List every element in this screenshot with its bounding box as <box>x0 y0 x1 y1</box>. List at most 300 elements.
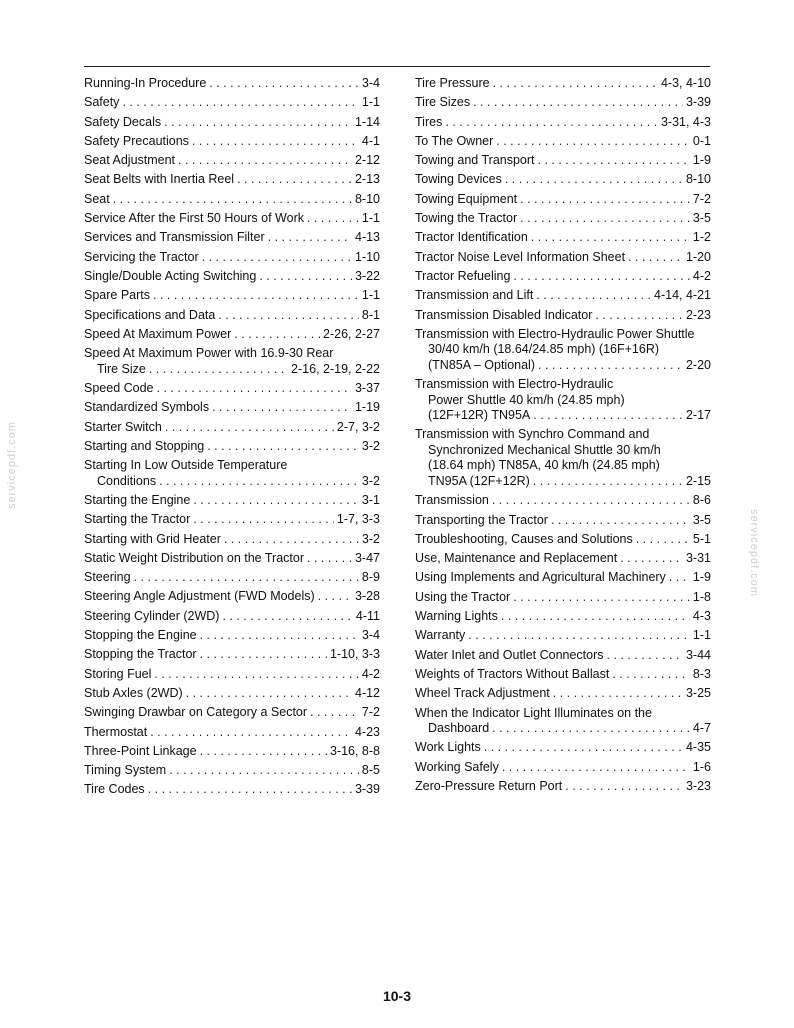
index-entry-line <box>415 760 711 776</box>
index-entry-page: 3-4 <box>361 76 380 90</box>
index-entry-text: Troubleshooting, Causes and Solutions <box>415 531 633 546</box>
index-entry-page: 4-3, 4-10 <box>660 76 711 90</box>
index-entry-text: Use, Maintenance and Replacement <box>415 551 618 566</box>
dot-leader <box>212 400 352 416</box>
index-entry-line <box>415 308 711 324</box>
index-entry-line <box>84 493 380 509</box>
index-entry <box>84 153 380 169</box>
index-entry-text: (18.64 mph) TN85A, 40 km/h (24.85 mph) <box>428 458 660 473</box>
index-entry-line <box>84 308 380 324</box>
index-entry-line <box>415 493 711 509</box>
index-entry-page: 1-14 <box>354 114 380 129</box>
index-entry-text: Starting the Engine <box>84 492 191 507</box>
dot-leader <box>234 327 320 343</box>
index-entry-text: Tractor Refueling <box>415 268 511 283</box>
dot-leader <box>565 779 683 795</box>
index-entry-text: Tractor Identification <box>415 230 528 245</box>
index-entry-page: 4-1 <box>361 133 380 148</box>
dot-leader <box>193 493 359 509</box>
index-entry <box>415 667 711 683</box>
index-entry-text: Stopping the Engine <box>84 628 197 643</box>
dot-leader <box>259 269 352 285</box>
index-entry-page: 1-10, 3-3 <box>329 647 380 662</box>
dot-leader <box>669 570 690 586</box>
index-entry <box>84 420 380 436</box>
index-entry-line <box>84 134 380 150</box>
index-entry-page: 3-4 <box>361 628 380 643</box>
index-entry-text: Water Inlet and Outlet Connectors <box>415 647 604 662</box>
index-entry <box>84 381 380 397</box>
index-entry <box>415 628 711 644</box>
index-entry-text: Transmission and Lift <box>415 288 534 303</box>
index-entry-page: 8-9 <box>361 570 380 585</box>
index-entry-page: 5-1 <box>692 531 711 546</box>
index-entry-line <box>415 570 711 586</box>
index-entry <box>415 288 711 304</box>
index-entry-line <box>84 647 380 663</box>
dot-leader <box>200 647 327 663</box>
dot-leader <box>169 763 359 779</box>
dot-leader <box>165 420 334 436</box>
dot-leader <box>484 740 683 756</box>
index-entry-text: Stub Axles (2WD) <box>84 685 183 700</box>
index-entry <box>415 172 711 188</box>
dot-leader <box>222 609 352 625</box>
index-entry <box>415 427 711 489</box>
index-entry <box>84 308 380 324</box>
index-entry <box>84 76 380 92</box>
dot-leader <box>492 721 690 737</box>
dot-leader <box>468 628 690 644</box>
index-entry-line <box>415 76 711 92</box>
index-entry <box>415 551 711 567</box>
index-entry-page: 8-10 <box>354 191 380 206</box>
index-entry-page: 1-1 <box>361 95 380 110</box>
index-entry-text: Seat <box>84 191 110 206</box>
index-entry-text: Running-In Procedure <box>84 76 207 90</box>
index-entry-line <box>415 342 711 358</box>
index-entry-text: Warning Lights <box>415 609 498 624</box>
index-entry-text: Tire Pressure <box>415 76 490 90</box>
index-entry-line <box>415 408 711 424</box>
dot-leader <box>318 589 352 605</box>
index-entry-text: When the Indicator Light Illuminates on the <box>415 705 652 720</box>
index-entry-page: 1-8 <box>692 589 711 604</box>
index-entry-page: 3-31, 4-3 <box>660 114 711 129</box>
index-entry-line <box>415 628 711 644</box>
dot-leader <box>612 667 690 683</box>
index-entry-text: Working Safely <box>415 759 499 774</box>
index-entry <box>84 327 380 343</box>
header-rule <box>84 66 710 67</box>
index-entry-page: 2-23 <box>685 307 711 322</box>
index-entry-line <box>84 153 380 169</box>
dot-leader <box>209 76 359 92</box>
index-entry <box>84 532 380 548</box>
dot-leader <box>536 288 651 304</box>
index-entry-text: Starting with Grid Heater <box>84 531 221 546</box>
index-entry <box>415 134 711 150</box>
index-entry-line <box>84 250 380 266</box>
index-entry <box>415 230 711 246</box>
index-entry-line <box>84 512 380 528</box>
index-entry-page: 2-15 <box>685 473 711 488</box>
watermark-left: servicepdf.com <box>6 421 18 509</box>
index-entry-line <box>84 458 380 474</box>
index-entry-line <box>415 288 711 304</box>
index-entry-page: 4-3 <box>692 609 711 624</box>
dot-leader <box>192 134 359 150</box>
dot-leader <box>531 230 690 246</box>
index-entry <box>84 288 380 304</box>
index-entry-page: 1-10 <box>354 249 380 264</box>
index-entry <box>84 705 380 721</box>
index-entry-line <box>84 288 380 304</box>
index-entry-page: 4-35 <box>685 740 711 755</box>
index-entry <box>84 647 380 663</box>
index-entry-line <box>84 744 380 760</box>
index-entry-page: 8-5 <box>361 763 380 778</box>
dot-leader <box>520 192 690 208</box>
index-entry <box>415 95 711 111</box>
index-entry-page: 4-14, 4-21 <box>654 288 711 303</box>
index-entry-text: Standardized Symbols <box>84 400 210 415</box>
dot-leader <box>157 381 352 397</box>
index-entry-page: 1-9 <box>692 153 711 168</box>
index-entry-text: Transmission with Synchro Command and <box>415 427 650 442</box>
index-entry <box>415 327 711 374</box>
index-entry-text: Transmission <box>415 493 489 508</box>
index-entry-page: 3-2 <box>361 438 380 453</box>
index-entry-page: 8-6 <box>692 493 711 508</box>
index-entry-line <box>84 420 380 436</box>
index-entry-text: Static Weight Distribution on the Tractor <box>84 550 305 565</box>
index-entry-line <box>84 570 380 586</box>
index-entry-page: 8-3 <box>692 666 711 681</box>
dot-leader <box>134 570 359 586</box>
index-entry-page: 8-10 <box>685 172 711 187</box>
index-entry-text: Towing the Tractor <box>415 211 518 226</box>
index-entry-text: Three-Point Linkage <box>84 743 197 758</box>
index-entry-line <box>84 474 380 490</box>
index-entry-page: 1-9 <box>692 570 711 585</box>
index-entry <box>84 269 380 285</box>
index-entry-page: 3-2 <box>361 473 380 488</box>
index-entry-page: 1-1 <box>692 628 711 643</box>
index-entry-text: Towing Equipment <box>415 191 518 206</box>
index-entry-line <box>415 192 711 208</box>
index-entry <box>84 230 380 246</box>
index-entry-line <box>415 95 711 111</box>
index-entry-text: Speed At Maximum Power with 16.9-30 Rear <box>84 346 334 361</box>
index-entry <box>84 667 380 683</box>
index-entry <box>84 570 380 586</box>
index-entry-line <box>415 721 711 737</box>
index-entry-line <box>415 686 711 702</box>
index-entry-text: Wheel Track Adjustment <box>415 686 550 701</box>
index-entry <box>415 115 711 131</box>
index-entry-page: 3-5 <box>692 512 711 527</box>
index-entry-page: 3-16, 8-8 <box>329 743 380 758</box>
index-entry-line <box>415 172 711 188</box>
index-entry-page: 4-23 <box>354 724 380 739</box>
index-entry <box>84 628 380 644</box>
index-entry-page: 3-22 <box>354 268 380 283</box>
index-entry-page: 3-2 <box>361 531 380 546</box>
index-entry-text: Warranty <box>415 628 466 643</box>
index-entry <box>415 211 711 227</box>
index-entry-text: Steering <box>84 570 131 585</box>
index-entry-page: 3-44 <box>685 647 711 662</box>
index-entry-text: Transmission with Electro-Hydraulic <box>415 377 614 392</box>
index-entry <box>415 269 711 285</box>
index-entry-page: 1-20 <box>685 249 711 264</box>
dot-leader <box>607 648 683 664</box>
index-entry-line <box>415 740 711 756</box>
index-entry-text: Towing and Transport <box>415 153 535 168</box>
index-entry-text: Tire Sizes <box>415 95 471 110</box>
index-entry-text: Speed At Maximum Power <box>84 326 232 341</box>
index-entry-text: Safety Precautions <box>84 133 189 148</box>
index-entry <box>84 192 380 208</box>
index-entry <box>415 648 711 664</box>
index-entry-text: Tractor Noise Level Information Sheet <box>415 249 626 264</box>
index-entry-text: 30/40 km/h (18.64/24.85 mph) (16F+16R) <box>428 342 660 357</box>
dot-leader <box>150 725 352 741</box>
index-entry-text: Transporting the Tractor <box>415 512 548 527</box>
dot-leader <box>513 269 690 285</box>
index-entry-line <box>84 439 380 455</box>
index-entry-text: Transmission Disabled Indicator <box>415 307 593 322</box>
dot-leader <box>307 211 359 227</box>
index-column-left <box>84 76 380 802</box>
dot-leader <box>207 439 359 455</box>
index-entry-page: 2-20 <box>685 357 711 372</box>
index-entry-line <box>84 362 380 378</box>
index-entry-line <box>84 76 380 92</box>
dot-leader <box>520 211 690 227</box>
index-entry <box>84 250 380 266</box>
dot-leader <box>268 230 352 246</box>
index-entry-text: Service After the First 50 Hours of Work <box>84 211 304 226</box>
index-entry-line <box>415 648 711 664</box>
dot-leader <box>538 153 690 169</box>
index-entry-line <box>415 377 711 393</box>
index-entry-line <box>415 706 711 722</box>
dot-leader <box>200 744 327 760</box>
index-entry-page: 3-5 <box>692 211 711 226</box>
index-entry-line <box>415 532 711 548</box>
index-entry-page: 8-1 <box>361 307 380 322</box>
index-entry-text: Seat Adjustment <box>84 153 176 168</box>
index-entry-page: 1-1 <box>361 288 380 303</box>
index-entry-text: Starter Switch <box>84 419 162 434</box>
dot-leader <box>501 609 690 625</box>
index-entry-text: Dashboard <box>428 721 490 736</box>
index-entry <box>84 493 380 509</box>
index-entry-line <box>84 269 380 285</box>
dot-leader <box>620 551 683 567</box>
index-entry-line <box>84 211 380 227</box>
dot-leader <box>164 115 352 131</box>
index-entry-line <box>415 427 711 443</box>
index-entry-line <box>415 134 711 150</box>
index-entry-text: Thermostat <box>84 724 148 739</box>
index-entry-line <box>84 172 380 188</box>
index-entry-page: 2-12 <box>354 153 380 168</box>
index-entry-line <box>84 192 380 208</box>
index-entry-page: 4-2 <box>361 666 380 681</box>
index-entry-line <box>84 628 380 644</box>
index-entry-line <box>415 458 711 474</box>
index-entry <box>415 308 711 324</box>
index-entry-text: Power Shuttle 40 km/h (24.85 mph) <box>428 392 625 407</box>
index-entry-line <box>84 782 380 798</box>
index-entry-text: Specifications and Data <box>84 307 216 322</box>
index-entry <box>84 134 380 150</box>
index-entry-page: 4-7 <box>692 721 711 736</box>
dot-leader <box>224 532 359 548</box>
dot-leader <box>473 95 683 111</box>
dot-leader <box>538 358 683 374</box>
index-entry-text: Single/Double Acting Switching <box>84 268 257 283</box>
dot-leader <box>492 493 690 509</box>
index-entry-text: Seat Belts with Inertia Reel <box>84 172 235 187</box>
dot-leader <box>113 192 352 208</box>
index-entry-line <box>415 667 711 683</box>
index-entry-line <box>415 211 711 227</box>
dot-leader <box>533 474 683 490</box>
index-entry-text: Transmission with Electro-Hydraulic Power Shuttle <box>415 326 695 341</box>
dot-leader <box>628 250 683 266</box>
index-entry <box>415 609 711 625</box>
index-entry-line <box>415 393 711 409</box>
index-entry-line <box>84 667 380 683</box>
index-entry <box>84 400 380 416</box>
index-entry-page: 2-26, 2-27 <box>323 326 380 341</box>
index-entry-page: 1-6 <box>692 759 711 774</box>
index-entry-line <box>84 327 380 343</box>
dot-leader <box>149 362 288 378</box>
index-entry <box>84 763 380 779</box>
dot-leader <box>553 686 683 702</box>
index-entry-page: 3-39 <box>354 782 380 797</box>
index-entry-line <box>415 250 711 266</box>
index-entry-text: Tires <box>415 114 443 129</box>
dot-leader <box>193 512 334 528</box>
index-column-right <box>415 76 711 798</box>
watermark-right: servicepdf.com <box>748 509 760 597</box>
dot-leader <box>154 667 359 683</box>
index-entry-page: 2-17 <box>685 408 711 423</box>
dot-leader <box>186 686 352 702</box>
index-entry <box>415 250 711 266</box>
dot-leader <box>493 76 658 92</box>
index-entry-line <box>84 532 380 548</box>
index-entry <box>84 458 380 489</box>
index-entry-text: Storing Fuel <box>84 666 152 681</box>
index-entry-line <box>84 551 380 567</box>
index-entry-text: Starting In Low Outside Temperature <box>84 458 288 473</box>
index-entry <box>84 172 380 188</box>
index-entry-text: TN95A (12F+12R) <box>428 473 530 488</box>
index-entry <box>84 744 380 760</box>
dot-leader <box>310 705 359 721</box>
index-entry <box>84 551 380 567</box>
index-entry-text: (12F+12R) TN95A <box>428 408 531 423</box>
index-entry-text: Starting the Tractor <box>84 512 191 527</box>
index-entry-text: Steering Angle Adjustment (FWD Models) <box>84 589 315 604</box>
index-entry-text: Stopping the Tractor <box>84 647 197 662</box>
index-entry-page: 4-2 <box>692 268 711 283</box>
dot-leader <box>153 288 359 304</box>
index-entry-text: Services and Transmission Filter <box>84 230 265 245</box>
index-entry-text: Spare Parts <box>84 288 151 303</box>
index-entry <box>84 725 380 741</box>
index-entry <box>415 513 711 529</box>
index-entry-text: Steering Cylinder (2WD) <box>84 608 220 623</box>
index-entry-line <box>84 95 380 111</box>
dot-leader <box>533 408 683 424</box>
index-entry-page: 0-1 <box>692 133 711 148</box>
index-entry-line <box>415 269 711 285</box>
index-entry-text: Conditions <box>97 473 157 488</box>
index-entry-page: 3-31 <box>685 551 711 566</box>
index-entry-text: Work Lights <box>415 740 481 755</box>
index-entry-line <box>415 230 711 246</box>
index-entry-text: Towing Devices <box>415 172 502 187</box>
index-entry <box>415 706 711 737</box>
index-entry <box>84 115 380 131</box>
index-entry-line <box>415 153 711 169</box>
index-entry-line <box>415 590 711 606</box>
index-entry-page: 3-25 <box>685 686 711 701</box>
index-entry-text: To The Owner <box>415 133 494 148</box>
dot-leader <box>502 760 690 776</box>
index-entry-text: Timing System <box>84 763 167 778</box>
dot-leader <box>496 134 690 150</box>
index-entry-text: Tire Size <box>97 361 146 376</box>
index-entry <box>84 512 380 528</box>
index-entry-line <box>84 230 380 246</box>
index-entry-text: Safety <box>84 95 120 110</box>
index-entry-text: Using the Tractor <box>415 589 511 604</box>
index-entry-line <box>415 327 711 343</box>
index-entry-page: 7-2 <box>692 191 711 206</box>
index-entry <box>84 211 380 227</box>
index-entry-text: Tire Codes <box>84 782 145 797</box>
index-entry <box>84 346 380 377</box>
index-entry-line <box>84 400 380 416</box>
index-entry-line <box>415 358 711 374</box>
dot-leader <box>178 153 352 169</box>
index-entry-page: 1-2 <box>692 230 711 245</box>
index-entry-page: 1-1 <box>361 211 380 226</box>
index-entry-page: 3-28 <box>354 589 380 604</box>
dot-leader <box>307 551 352 567</box>
index-entry <box>415 570 711 586</box>
index-entry-text: Zero-Pressure Return Port <box>415 778 563 793</box>
index-entry-line <box>415 474 711 490</box>
dot-leader <box>636 532 690 548</box>
index-entry <box>415 740 711 756</box>
index-entry <box>84 782 380 798</box>
index-entry <box>84 589 380 605</box>
index-entry-page: 2-16, 2-19, 2-22 <box>291 361 380 376</box>
index-entry-text: Starting and Stopping <box>84 438 205 453</box>
index-entry-text: Weights of Tractors Without Ballast <box>415 666 610 681</box>
index-entry-line <box>415 115 711 131</box>
